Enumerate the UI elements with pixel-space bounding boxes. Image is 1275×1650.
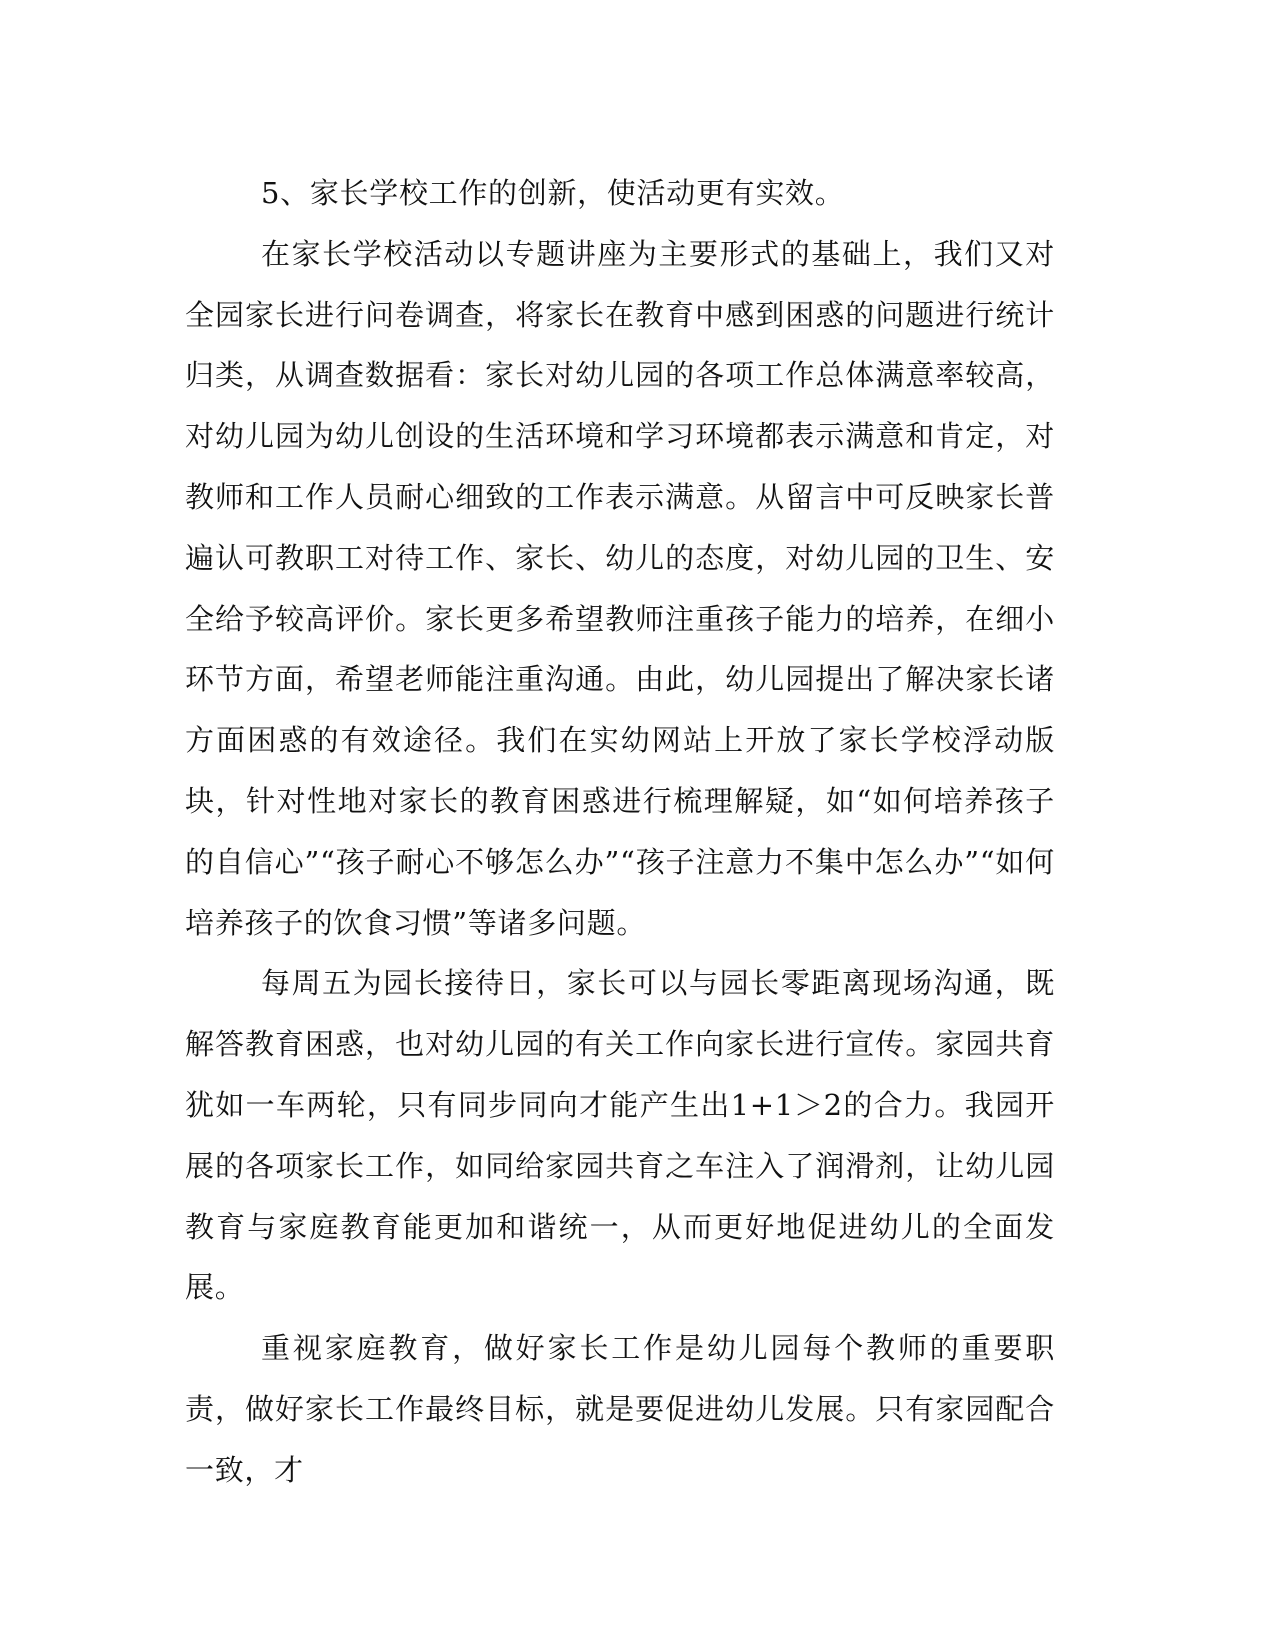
document-body	[185, 163, 1055, 1501]
paragraph-family-education: 重视家庭教育，做好家长工作是幼儿园每个教师的重要职责，做好家长工作最终目标，就是要促进幼儿发展。只有家园配合一致，才	[185, 1331, 1055, 1487]
paragraph-reception-day: 每周五为园长接待日，家长可以与园长零距离现场沟通，既解答教育困惑，也对幼儿园的有关工作向家长进行宣传。家园共育犹如一车两轮，只有同步同向才能产生出1+1＞2的合力。我园开展的各项家长工作，如同给家园共育之车注入了润滑剂，让幼儿园教育与家庭教育能更加和谐统一，从而更好地促进幼儿的全面发展。	[185, 966, 1055, 1305]
section-heading: 5、家长学校工作的创新，使活动更有实效。	[261, 176, 845, 210]
paragraph-survey: 在家长学校活动以专题讲座为主要形式的基础上，我们又对全园家长进行问卷调查，将家长在教育中感到困惑的问题进行统计归类，从调查数据看：家长对幼儿园的各项工作总体满意率较高，对幼儿园为幼儿创设的生活环境和学习环境都表示满意和肯定，对教师和工作人员耐心细致的工作表示满意。从留言中可反映家长普遍认可教职工对待工作、家长、幼儿的态度，对幼儿园的卫生、安全给予较高评价。家长更多希望教师注重孩子能力的培养，在细小环节方面，希望老师能注重沟通。由此，幼儿园提出了解决家长诸方面困惑的有效途径。我们在实幼网站上开放了家长学校浮动版块，针对性地对家长的教育困惑进行梳理解疑，如“如何培养孩子的自信心”“孩子耐心不够怎么办”“孩子注意力不集中怎么办”“如何培养孩子的饮食习惯”等诸多问题。	[185, 236, 1055, 940]
